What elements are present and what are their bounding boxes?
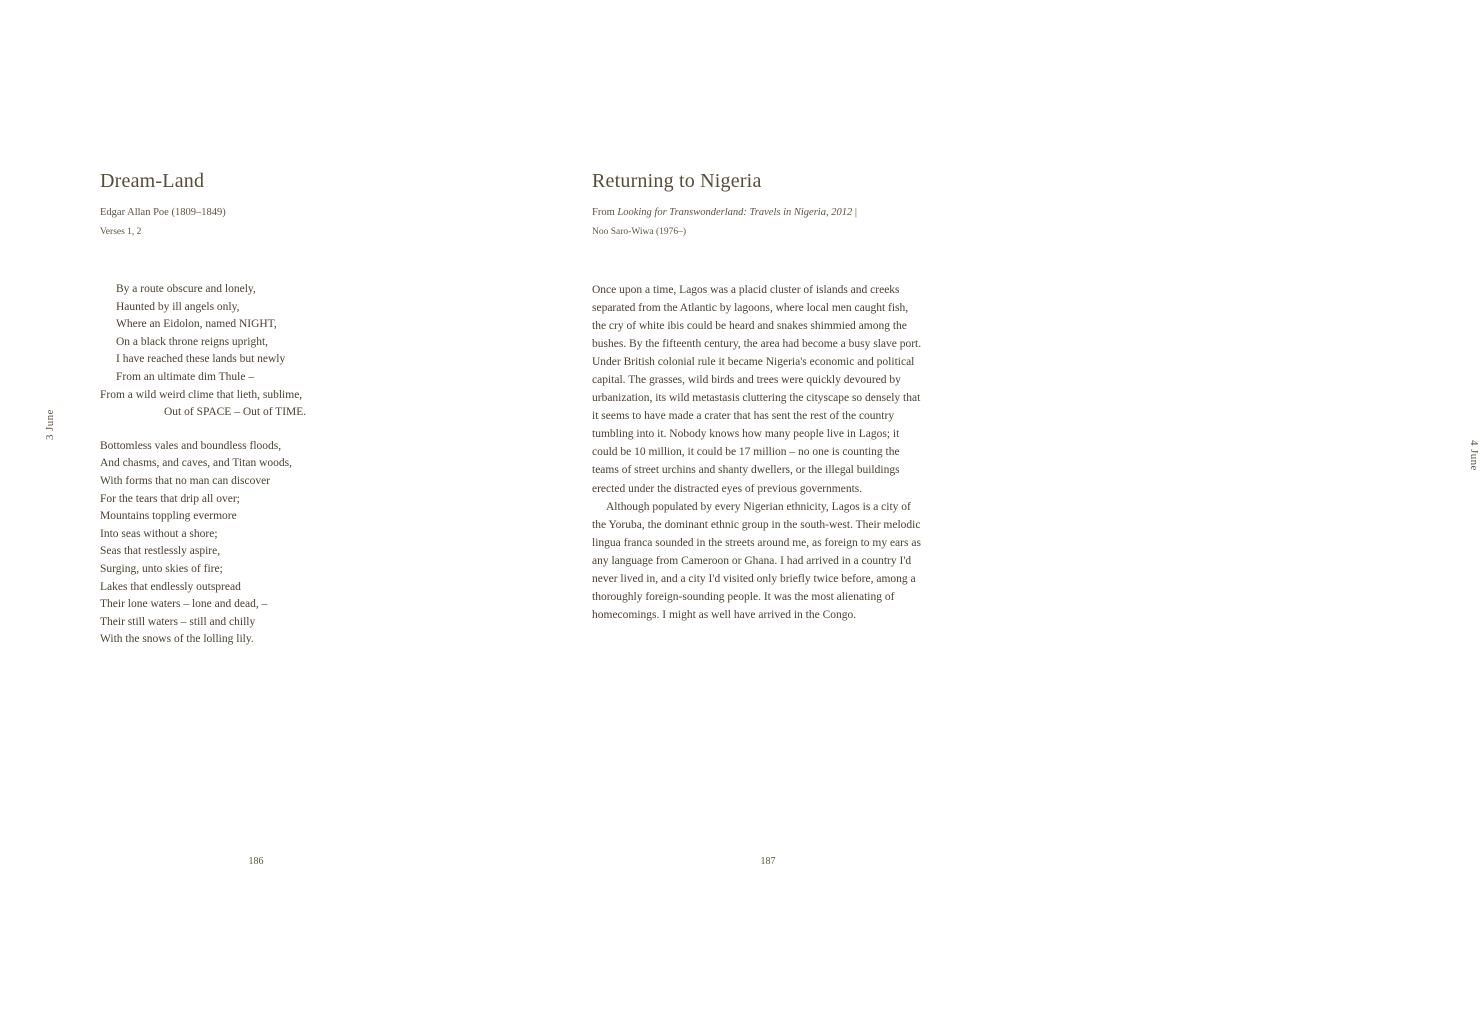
left-page-date-tab: 3 June [44, 409, 56, 440]
right-page-title: Returning to Nigeria [592, 170, 762, 192]
poem-line: Into seas without a shore; [100, 527, 218, 540]
poem-line: With the snows of the lolling lily. [100, 633, 254, 646]
poem-stanza [100, 438, 430, 649]
right-page-body [592, 170, 922, 624]
poem-line: On a black throne reigns upright, [116, 335, 269, 348]
poem-line: Lakes that endlessly outspread [100, 580, 241, 593]
right-page-author: Noo Saro-Wiwa (1976–) [592, 226, 687, 237]
poem-line: Haunted by ill angels only, [116, 300, 240, 313]
prose-paragraph: Once upon a time, Lagos was a placid cluster of islands and creeks separated from the Atlantic by lagoons, where local men caught fish, the cry of white ibis could be heard and snakes shimmied among the bushes. By the fifteenth century, the area had become a busy slave port. Under British colonial rule it became Nigeria's economic and political capital. The grasses, wild birds and trees were quickly devoured by urbanization, its wild metastasis cluttering the cityscape so densely that it seems to have made a crater that has sent the rest of the country tumbling into it. Nobody knows how many people live in Lagos; it could be 10 million, it could be 17 million – no one is counting the teams of street urchins and shanty dwellers, or the illegal buildings erected under the distracted eyes of previous governments. [592, 284, 922, 495]
left-page-title: Dream-Land [100, 170, 205, 192]
poem-line: With forms that no man can discover [100, 474, 271, 487]
poem-stanza [100, 281, 430, 422]
poem-line: Mountains toppling evermore [100, 510, 237, 523]
right-page-folio: 187 [760, 856, 776, 867]
source-prefix: From [592, 207, 618, 218]
right-page [512, 0, 1480, 1024]
poem-line: Surging, unto skies of fire; [100, 562, 223, 575]
poem-line: For the tears that drip all over; [100, 492, 240, 505]
source-suffix: | [852, 207, 857, 218]
left-page-body [100, 170, 430, 649]
source-title: Looking for Transwonderland: Travels in Nigeria, 2012 [617, 207, 853, 218]
right-page-source [592, 205, 922, 221]
poem-line: From an ultimate dim Thule – [116, 370, 255, 383]
right-page-date-tab: 4 June [1468, 440, 1480, 471]
poem-body [100, 281, 430, 649]
poem-line: Where an Eidolon, named NIGHT, [116, 318, 277, 331]
poem-line: Seas that restlessly aspire, [100, 545, 221, 558]
left-page [0, 0, 512, 1024]
poem-line: And chasms, and caves, and Titan woods, [100, 457, 292, 470]
poem-line: Bottomless vales and boundless floods, [100, 439, 282, 452]
poem-line: By a route obscure and lonely, [116, 283, 256, 295]
left-page-verse-note: Verses 1, 2 [100, 226, 142, 237]
poem-line: From a wild weird clime that lieth, sublime, [100, 388, 303, 401]
left-page-folio: 186 [248, 856, 264, 867]
poem-line: Their still waters – still and chilly [100, 615, 256, 628]
left-page-author: Edgar Allan Poe (1809–1849) [100, 207, 226, 218]
poem-line: I have reached these lands but newly [116, 353, 286, 366]
prose-body [592, 281, 922, 624]
prose-paragraph: Although populated by every Nigerian ethnicity, Lagos is a city of the Yoruba, the dominant ethnic group in the south-west. Their melodic lingua franca sounded in the streets around me, as foreign to my ears as any language from Cameroon or Ghana. I had arrived in a country I'd never lived in, and a city I'd visited only briefly twice before, among a thoroughly foreign-sounding people. It was the most alienating of homecomings. I might as well have arrived in the Congo. [592, 500, 921, 621]
poem-line: Their lone waters – lone and dead, – [100, 598, 268, 611]
poem-line: Out of SPACE – Out of TIME. [164, 406, 307, 419]
